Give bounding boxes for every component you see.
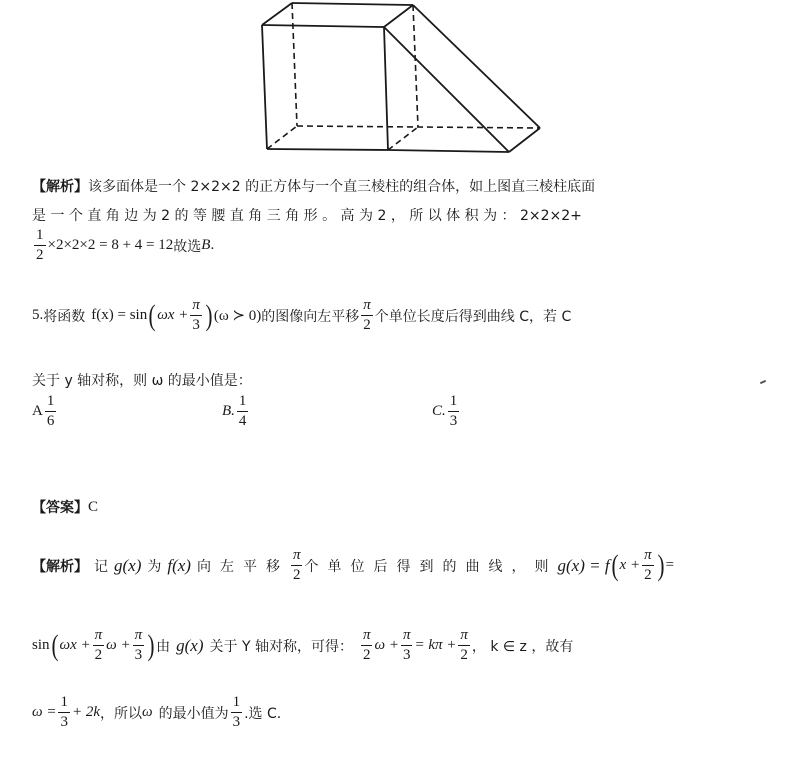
q5-stem-line-2: 关于 y 轴对称，则 ω 的最小值是： <box>32 373 252 389</box>
stray-mark <box>760 380 766 384</box>
analysis-label: 【解析】 <box>32 179 88 195</box>
option-c: C. $\frac{1}{3}$ <box>432 393 458 429</box>
q4-analysis-line-3: $\frac{1}{2}$ ×2×2×2 = 8 + 4 = 12 故选 B . <box>36 227 215 263</box>
answer-value: C <box>88 498 99 515</box>
option-b: B. $\frac{1}{4}$ <box>222 393 247 429</box>
q4-analysis-line-1: 【解析】 该多面体是一个 2×2×2 的正方体与一个直三棱柱的组合体，如上图直三棱柱底面 <box>32 176 595 196</box>
solution-line-3: ω = $\frac{1}{3}$ + 2k ，所以 ω 的最小值为 $\frac{1}{3}$ .选 C. <box>32 694 282 730</box>
q4-analysis-line-2: 是 一 个 直 角 边 为 2 的 等 腰 直 角 三 角 形 。 高 为 2 ， 所 以 体 积 为 ： 2×2×2+ <box>32 208 582 224</box>
answer-label: 【答案】 <box>32 500 88 516</box>
option-a: A $\frac{1}{6}$ <box>32 393 55 429</box>
solution-line-2: sin ( ωx + $\frac{\pi}{2}$ ω + $\frac{\pi}{3}$ ) 由 g(x) 关于 Y 轴对称，可得： $\frac{\pi}{2}$ ω + $\frac{\pi}{3}$ = kπ + $\frac{\pi}{2}$ ， k ∈ z ，故有 <box>32 627 574 663</box>
polyhedron-figure <box>0 0 794 160</box>
fraction-one-half: $\frac{1}{2}$ <box>36 227 44 263</box>
solution-line-1: 【解析】 记 g(x) 为 f(x) 向左平移 $\frac{\pi}{2}$ 个单位后得到的曲线，则 g(x) = f ( x + $\frac{\pi}{2}$ ) = <box>32 547 675 583</box>
question-number: 5. <box>32 307 44 323</box>
q5-stem-line-1: 5. 将函数 f(x) = sin ( ωx + $\frac{\pi}{3}$ ) (ω ≻ 0) 的图像向左平移 $\frac{\pi}{2}$ 个单位长度后得到曲线 C，若 C <box>32 297 572 333</box>
answer-line <box>32 497 98 517</box>
